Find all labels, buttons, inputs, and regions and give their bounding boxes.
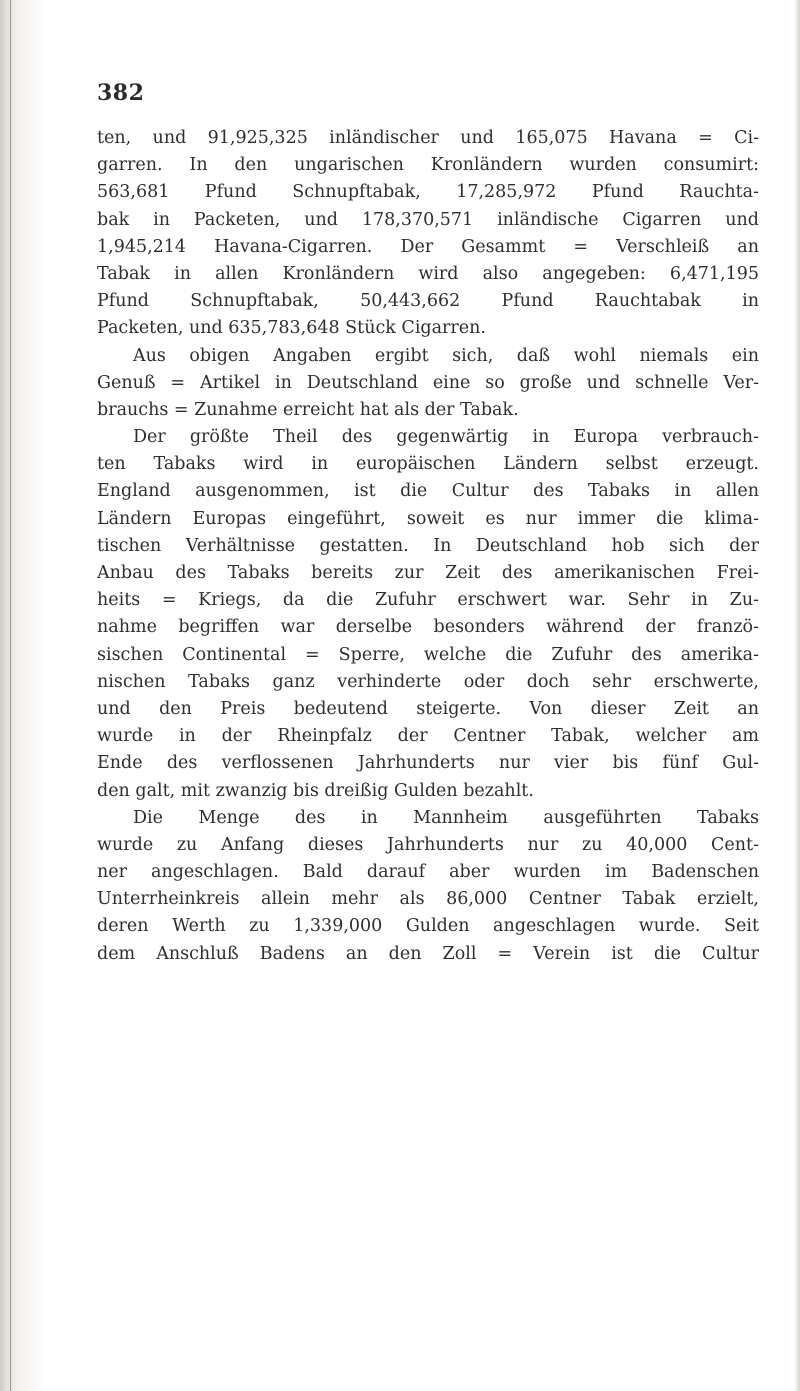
text-line: deren Werth zu 1,339,000 Gulden angeschlagen wurde. Seit [97,916,759,937]
scan-edge-line [10,0,11,1391]
text-line: 563,681 Pfund Schnupftabak, 17,285,972 Pfund Rauchta- [97,182,759,203]
text-line: Der größte Theil des gegenwärtig in Europa verbrauch- [133,427,759,448]
page-number: 382 [97,80,145,106]
text-line: Ende des verflossenen Jahrhunderts nur vier bis fünf Gul- [97,753,759,774]
text-line: tischen Verhältnisse gestatten. In Deutschland hob sich der [97,535,759,556]
text-line: Die Menge des in Mannheim ausgeführten Tabaks [133,807,759,828]
text-line: ten, und 91,925,325 inländischer und 165,075 Havana = Ci- [97,128,759,148]
text-line: England ausgenommen, ist die Cultur des Tabaks in allen [97,481,759,502]
text-line: ner angeschlagen. Bald darauf aber wurden im Badenschen [97,862,759,883]
text-line: dem Anschluß Badens an den Zoll = Verein ist die Cultur [97,943,759,964]
text-line: und den Preis bedeutend steigerte. Von dieser Zeit an [97,698,759,719]
text-line: Genuß = Artikel in Deutschland eine so große und schnelle Ver- [97,372,759,393]
scan-edge-right [794,0,800,1391]
text-line: Ländern Europas eingeführt, soweit es nur immer die klima- [97,508,759,529]
text-line: Pfund Schnupftabak, 50,443,662 Pfund Rauchtabak in [97,291,759,312]
text-line: 1,945,214 Havana-Cigarren. Der Gesammt = Verschleiß an [97,236,759,257]
text-line: sischen Continental = Sperre, welche die Zufuhr des amerika- [97,644,759,665]
text-line: Anbau des Tabaks bereits zur Zeit des amerikanischen Frei- [97,563,759,583]
text-line: den galt, mit zwanzig bis dreißig Gulden bezahlt. [97,780,534,801]
text-line: wurde zu Anfang dieses Jahrhunderts nur zu 40,000 Cent- [97,834,759,855]
text-line: bak in Packeten, und 178,370,571 inländische Cigarren und [97,209,759,230]
text-line: wurde in der Rheinpfalz der Centner Tabak, welcher am [97,726,759,747]
text-line: brauchs = Zunahme erreicht hat als der Tabak. [97,399,519,420]
text-line: heits = Kriegs, da die Zufuhr erschwert war. Sehr in Zu- [97,590,759,611]
scan-shadow-left [0,0,46,1391]
text-line: Unterrheinkreis allein mehr als 86,000 Centner Tabak erzielt, [97,889,759,910]
text-line: garren. In den ungarischen Kronländern wurden consumirt: [97,155,759,176]
text-line: Tabak in allen Kronländern wird also angegeben: 6,471,195 [97,263,759,284]
text-line: Packeten, und 635,783,648 Stück Cigarren. [97,318,486,339]
text-line: ten Tabaks wird in europäischen Ländern selbst erzeugt. [97,454,759,475]
text-line: nahme begriffen war derselbe besonders während der franzö- [97,617,759,638]
text-column [97,125,759,968]
text-line: nischen Tabaks ganz verhinderte oder doch sehr erschwerte, [97,671,759,692]
text-line: Aus obigen Angaben ergibt sich, daß wohl niemals ein [133,345,759,366]
